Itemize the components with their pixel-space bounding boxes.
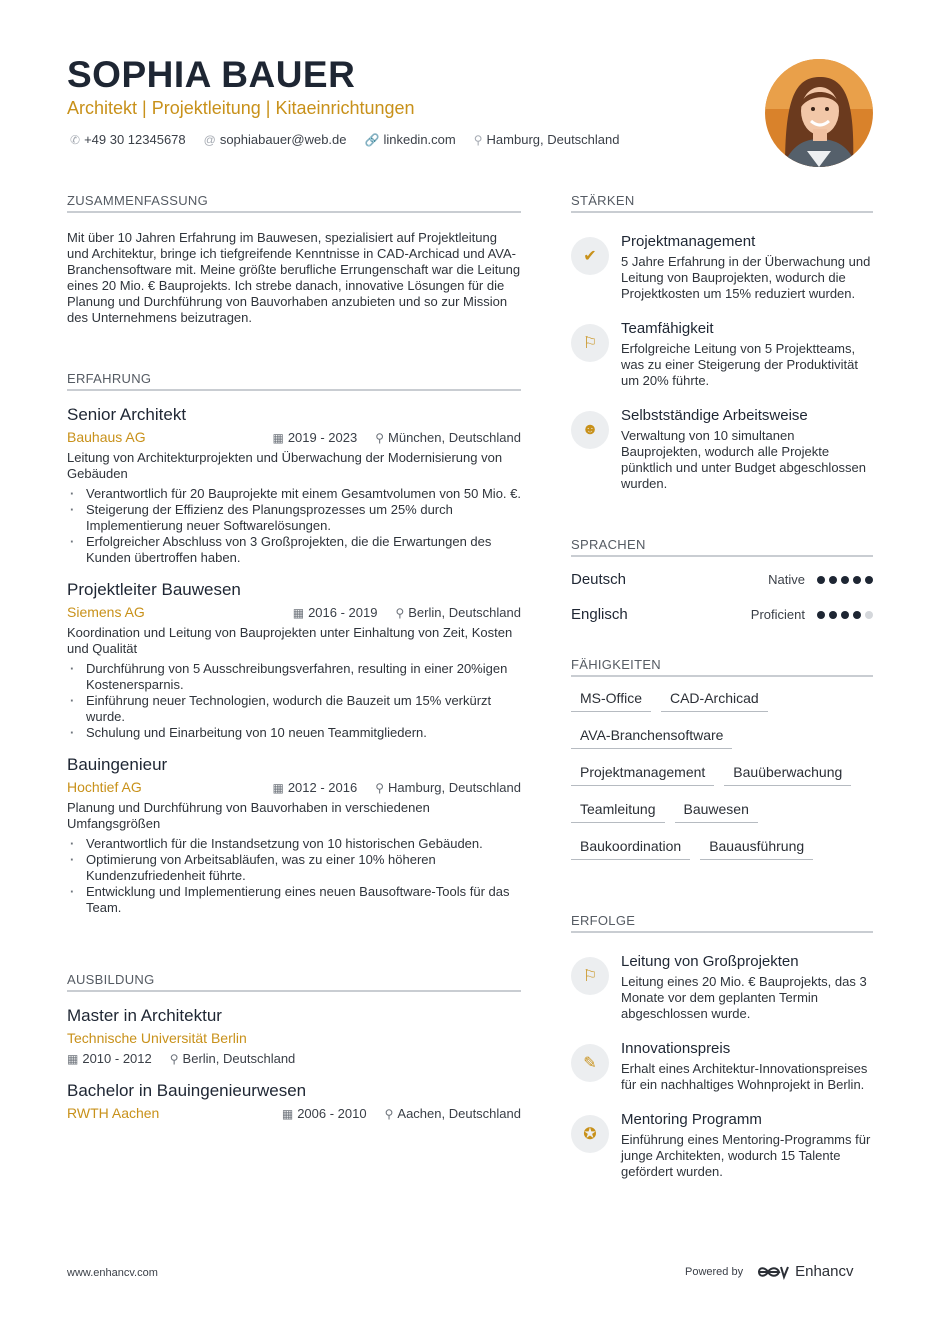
phone-icon: ✆ [70, 132, 81, 147]
rating-dot [829, 611, 837, 619]
achievement-title: Leitung von Großprojekten [621, 953, 799, 970]
achievement-item [571, 1111, 873, 1180]
job-dates: 2019 - 2023 [287, 429, 358, 445]
strength-title: Teamfähigkeit [621, 320, 714, 337]
profile-photo [765, 59, 873, 167]
contact-item[interactable] [70, 132, 186, 147]
location-icon: ⚲ [395, 605, 405, 620]
skill-tag: Bauwesen [675, 801, 758, 823]
skill-tag: Projektmanagement [571, 764, 714, 786]
magic-wand-icon: ✎ [571, 1044, 609, 1082]
flag-icon: ⚐ [571, 324, 609, 362]
strengths-section-title: STÄRKEN [571, 193, 873, 213]
link-icon: 🔗 [364, 132, 380, 147]
achievement-text [621, 1111, 873, 1180]
skills-list [571, 690, 873, 860]
rating-dot [817, 576, 825, 584]
education-location: Aachen, Deutschland [397, 1105, 521, 1121]
strength-item [571, 320, 873, 389]
language-name: Englisch [571, 606, 628, 623]
language-item [571, 606, 873, 623]
strength-text [621, 320, 873, 389]
education-location-wrap [170, 1051, 296, 1066]
job-dates: 2012 - 2016 [287, 779, 358, 795]
contact-text: linkedin.com [383, 132, 456, 147]
skill-row [571, 764, 873, 786]
achievement-text [621, 1040, 873, 1093]
rating-dot [865, 576, 873, 584]
job-location-wrap [395, 605, 521, 620]
calendar-icon: ▦ [272, 780, 284, 795]
education-entry [67, 1081, 521, 1121]
language-level-wrap [751, 607, 873, 622]
strength-text [621, 407, 873, 492]
language-level: Proficient [750, 607, 805, 622]
education-dates: 2006 - 2010 [297, 1105, 367, 1121]
brand-name: Enhancv [795, 1263, 854, 1280]
job-dates: 2016 - 2019 [308, 604, 378, 620]
brain-icon: ☻ [571, 411, 609, 449]
education-meta [67, 1105, 521, 1121]
flag-icon: ⚐ [571, 957, 609, 995]
education-meta-right [282, 1106, 521, 1121]
rating-dot [865, 611, 873, 619]
rating-dot [841, 576, 849, 584]
job-description: Koordination und Leitung von Bauprojekten unter Einhaltung von Zeit, Kosten und Qualität [67, 625, 513, 656]
location-icon: ⚲ [384, 1106, 394, 1121]
job-bullets [67, 836, 521, 916]
education-dates-wrap [282, 1106, 367, 1121]
job-bullet: · Optimierung von Arbeitsabläufen, was zu einer 10% höheren Kundenzufriedenheit führte. [86, 852, 521, 884]
skill-row [571, 690, 873, 712]
skill-row [571, 801, 873, 823]
rating-dot [841, 611, 849, 619]
skill-row [571, 727, 873, 749]
languages-section-title: SPRACHEN [571, 537, 873, 557]
strength-title: Selbstständige Arbeitsweise [621, 407, 808, 424]
brand-logo[interactable] [757, 1263, 853, 1280]
job-title: Bauingenieur [67, 755, 168, 774]
enhancv-logo-icon [757, 1264, 789, 1280]
job-location: München, Deutschland [388, 429, 521, 445]
job-location: Hamburg, Deutschland [388, 779, 521, 795]
job-entry [67, 755, 521, 916]
strength-description: 5 Jahre Erfahrung in der Überwachung und Leitung von Bauprojekten, wodurch die Projektkosten um 15% reduziert wurden. [621, 254, 871, 301]
education-list [67, 1006, 521, 1121]
job-entry [67, 580, 521, 741]
language-level: Native [768, 572, 805, 587]
calendar-icon: ▦ [292, 605, 305, 620]
rating-dot [829, 576, 837, 584]
language-rating [817, 576, 873, 584]
language-item [571, 571, 873, 588]
achievement-description: Leitung eines 20 Mio. € Bauprojekts, das 3 Monate vor dem geplanten Termin abgeschlossen wurde. [621, 974, 867, 1021]
job-dates-wrap [272, 430, 357, 445]
education-location: Berlin, Deutschland [182, 1051, 296, 1066]
footer-website[interactable]: www.enhancv.com [67, 1267, 158, 1279]
achievement-item [571, 953, 873, 1022]
avatar [765, 59, 873, 167]
job-meta [67, 429, 521, 445]
job-location-wrap [375, 430, 521, 445]
summary-section-title: ZUSAMMENFASSUNG [67, 193, 521, 213]
contact-item[interactable] [365, 132, 456, 147]
education-section-title: AUSBILDUNG [67, 972, 521, 992]
calendar-icon: ▦ [281, 1106, 294, 1121]
job-bullets [67, 486, 521, 566]
job-dates-wrap [293, 605, 378, 620]
experience-section-title: ERFAHRUNG [67, 371, 521, 391]
job-location: Berlin, Deutschland [408, 604, 521, 620]
strength-item [571, 233, 873, 302]
contact-text: Hamburg, Deutschland [486, 132, 620, 147]
achievements-list [571, 953, 873, 1180]
skill-tag: MS-Office [571, 690, 651, 712]
language-level-wrap [768, 572, 873, 587]
degree-title: Bachelor in Bauingenieurwesen [67, 1081, 307, 1100]
job-bullet: · Schulung und Einarbeitung von 10 neuen Teammitgliedern. [86, 725, 521, 741]
job-location-wrap [375, 780, 521, 795]
job-bullets [67, 661, 521, 741]
job-bullet: · Verantwortlich für die Instandsetzung von 10 historischen Gebäuden. [86, 836, 521, 852]
job-dates-wrap [272, 780, 357, 795]
job-meta [67, 779, 521, 795]
job-company: Siemens AG [67, 604, 145, 620]
skill-tag: Bauüberwachung [724, 764, 851, 786]
education-meta [67, 1051, 521, 1066]
strength-description: Verwaltung von 10 simultanen Bauprojekten, wodurch alle Projekte pünktlich und unter Budget abgeschlossen wurden. [621, 428, 867, 491]
achievement-title: Innovationspreis [621, 1040, 731, 1057]
skills-section-title: FÄHIGKEITEN [571, 657, 873, 677]
job-entry [67, 405, 521, 566]
rating-dot [817, 611, 825, 619]
job-bullet: · Einführung neuer Technologien, wodurch die Bauzeit um 15% verkürzt wurde. [86, 693, 521, 725]
rating-dot [853, 611, 861, 619]
language-name: Deutsch [571, 571, 627, 588]
language-rating [817, 611, 873, 619]
job-meta-right [272, 430, 521, 445]
job-description: Planung und Durchführung von Bauvorhaben in verschiedenen Umfangsgrößen [67, 800, 430, 831]
achievement-text [621, 953, 873, 1022]
education-entry [67, 1006, 521, 1066]
achievement-item [571, 1040, 873, 1093]
contact-text: sophiabauer@web.de [219, 132, 347, 147]
job-title: Senior Architekt [67, 405, 187, 424]
job-bullet: · Steigerung der Effizienz des Planungsprozesses um 25% durch Implementierung neuer Softwarelösungen. [86, 502, 521, 534]
candidate-subtitle: Architekt | Projektleitung | Kitaeinrichtungen [67, 98, 415, 118]
job-bullet: · Erfolgreicher Abschluss von 3 Großprojekten, die die Erwartungen des Kunden übertroffen haben. [86, 534, 521, 566]
job-bullet: · Verantwortlich für 20 Bauprojekte mit einem Gesamtvolumen von 50 Mio. €. [86, 486, 521, 502]
strength-description: Erfolgreiche Leitung von 5 Projektteams, was zu einer Steigerung der Produktivität um 20% führte. [621, 341, 859, 388]
location-icon: ⚲ [473, 132, 483, 147]
candidate-name: SOPHIA BAUER [67, 54, 356, 95]
contact-text: +49 30 12345678 [84, 132, 186, 147]
job-bullet: · Entwicklung und Implementierung eines neuen Bausoftware-Tools für das Team. [86, 884, 521, 916]
achievement-title: Mentoring Programm [621, 1111, 762, 1128]
strength-title: Projektmanagement [621, 233, 756, 250]
achievement-description: Erhalt eines Architektur-Innovationspreises für ein nachhaltiges Wohnprojekt in Berlin. [621, 1061, 868, 1092]
rating-dot [853, 576, 861, 584]
powered-by-label: Powered by [685, 1265, 744, 1278]
job-meta-right [272, 780, 521, 795]
calendar-icon: ▦ [272, 430, 284, 445]
footer-brand [685, 1263, 853, 1280]
job-bullet: · Durchführung von 5 Ausschreibungsverfahren, resulting in einer 20%igen Kostenersparnis. [86, 661, 521, 693]
school-name: RWTH Aachen [67, 1105, 160, 1121]
job-title: Projektleiter Bauwesen [67, 580, 241, 599]
location-icon: ⚲ [375, 430, 385, 445]
job-description: Leitung von Architekturprojekten und Überwachung der Modernisierung von Gebäuden [67, 450, 503, 481]
skill-tag: Teamleitung [571, 801, 665, 823]
achievements-section-title: ERFOLGE [571, 913, 873, 933]
skill-row [571, 838, 873, 860]
job-company: Bauhaus AG [67, 429, 146, 445]
education-location-wrap [385, 1106, 521, 1121]
email-icon: @ [203, 132, 216, 147]
strength-text [621, 233, 873, 302]
location-icon: ⚲ [375, 780, 385, 795]
summary-text: Mit über 10 Jahren Erfahrung im Bauwesen, spezialisiert auf Projektleitung und Architektur, bringe ich tiefgreifende Kenntnisse in CAD-Archicad und AVA-Branchensoftware mit. Meine größte berufliche Errungenschaft war die Leitung eines 20 Mio. € Bauprojekts. Ich strebe danach, innovative Lösungen für die Planung und Durchführung von Bauvorhaben anzubieten und so zur Mission des Unternehmens beizutragen. [67, 230, 521, 325]
experience-list [67, 405, 521, 916]
school-name: Technische Universität Berlin [67, 1030, 247, 1046]
skill-tag: Bauausführung [700, 838, 813, 860]
contact-bar [70, 132, 620, 147]
education-dates: 2010 - 2012 [82, 1051, 152, 1066]
degree-title: Master in Architektur [67, 1006, 222, 1025]
languages-list [571, 571, 873, 623]
strengths-list [571, 233, 873, 492]
location-icon: ⚲ [169, 1052, 179, 1066]
job-meta-right [293, 605, 521, 620]
skill-tag: CAD-Archicad [661, 690, 768, 712]
achievement-description: Einführung eines Mentoring-Programms für junge Architekten, wodurch 15 Talente gefördert wurden. [621, 1132, 871, 1179]
strength-item [571, 407, 873, 492]
contact-item[interactable] [474, 132, 620, 147]
contact-item[interactable] [204, 132, 347, 147]
check-icon: ✔ [571, 237, 609, 275]
education-dates-wrap [67, 1051, 152, 1066]
calendar-icon: ▦ [67, 1052, 79, 1066]
skill-tag: Baukoordination [571, 838, 690, 860]
skill-tag: AVA-Branchensoftware [571, 727, 732, 749]
job-company: Hochtief AG [67, 779, 142, 795]
award-icon: ✪ [571, 1115, 609, 1153]
job-meta [67, 604, 521, 620]
